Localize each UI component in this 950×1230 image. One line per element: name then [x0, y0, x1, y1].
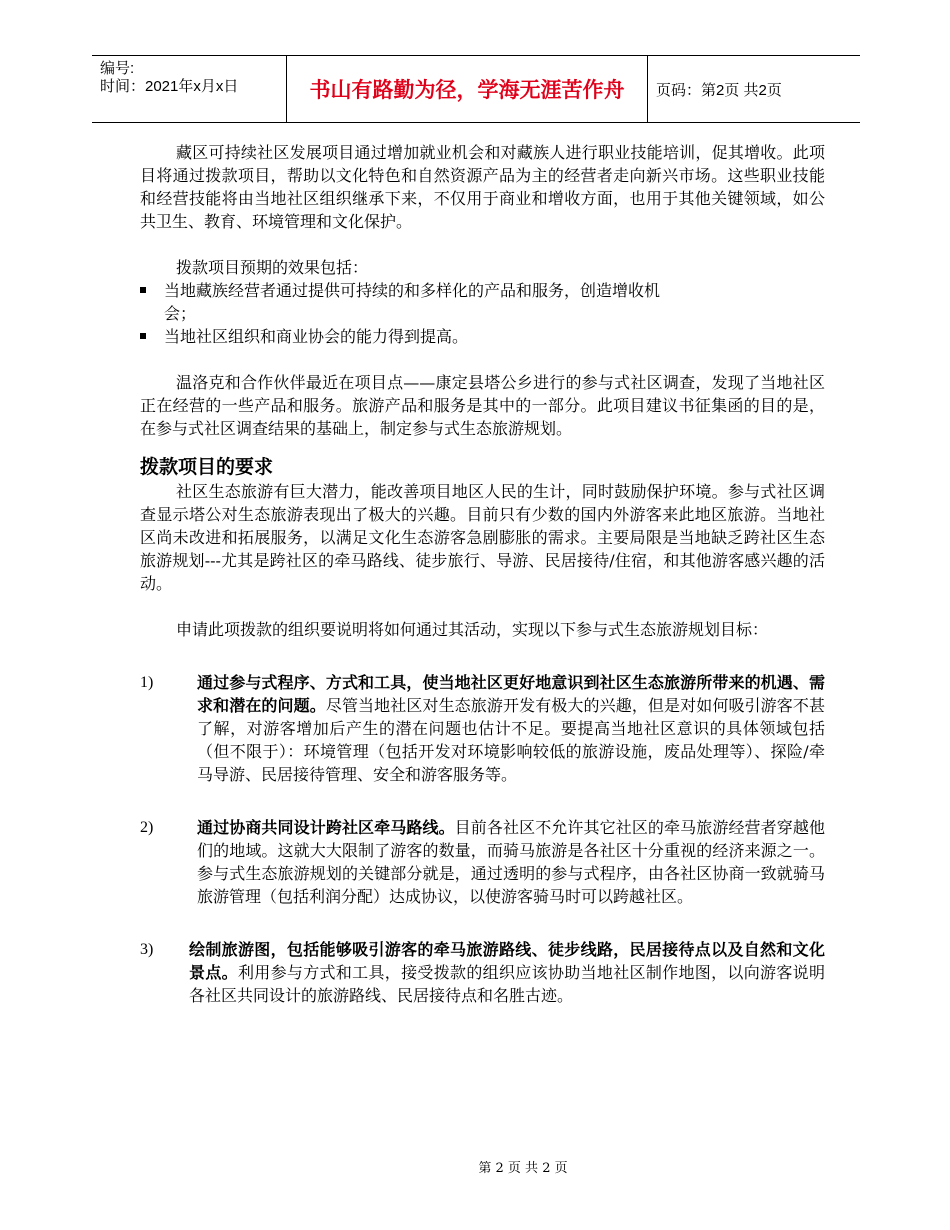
footer-page-number: 第 2 页 共 2 页	[478, 1161, 568, 1176]
effects-intro: 拨款项目预期的效果包括：	[176, 258, 369, 277]
survey-paragraph: 温洛克和合作伙伴最近在项目点——康定县塔公乡进行的参与式社区调查，发现了当地社区正在经营的一些产品和服务。旅游产品和服务是其中的一部分。此项目建议书征集函的目的是，在参与式社区调查结果的基础上，制定参与式生态旅游规划。	[140, 373, 825, 438]
goal-number: 3)	[140, 941, 154, 958]
goal-item	[140, 938, 825, 1007]
goal-number: 2)	[140, 819, 154, 836]
header-motto: 书山有路勤为径，学海无涯苦作舟	[286, 56, 648, 122]
page-footer	[0, 1157, 950, 1176]
requirements-paragraph: 社区生态旅游有巨大潜力，能改善项目地区人民的生计，同时鼓励保护环境。参与式社区调查显示塔公对生态旅游表现出了极大的兴趣。目前只有少数的国内外游客来此地区旅游。当地社区尚未改进和拓展服务，以满足文化生态游客急剧膨胀的需求。主要局限是当地缺乏跨社区生态旅游规划---尤其是跨社区的牵马路线、徒步旅行、导游、民居接待/住宿，和其他游客感兴趣的活动。	[140, 482, 825, 593]
serial-label: 编号:	[100, 60, 135, 77]
goal-item	[140, 816, 825, 908]
goal-bold-text: 绘制旅游图，包括能够吸引游客的牵马旅游路线、徒步线路，民居接待点以及自然和文化景点。	[189, 940, 825, 982]
time-label: 时间：2021年x月x日	[100, 78, 239, 95]
document-body	[140, 141, 825, 1007]
header-left-cell	[92, 56, 286, 122]
requirements-heading: 拨款项目的要求	[140, 456, 274, 478]
goal-number: 1)	[140, 674, 154, 691]
effects-list	[0, 279, 825, 348]
goals-intro: 申请此项拨款的组织要说明将如何通过其活动，实现以下参与式生态旅游规划目标：	[176, 620, 769, 639]
list-item: 当地社区组织和商业协会的能力得到提高。	[0, 325, 685, 348]
goal-bold-text: 通过参与式程序、方式和工具，使当地社区更好地意识到社区生态旅游所带来的机遇、需求和潜在的问题。	[197, 673, 825, 715]
goal-text: 目前各社区不允许其它社区的牵马旅游经营者穿越他们的地域。这就大大限制了游客的数量，而骑马旅游是各社区十分重视的经济来源之一。参与式生态旅游规划的关键部分就是，通过透明的参与式程序，由各社区协商一致就骑马旅游管理（包括利润分配）达成协议，以使游客骑马时可以跨越社区。	[197, 818, 825, 906]
header-page-info: 页码：第2页 共2页	[656, 81, 782, 99]
goal-text: 尽管当地社区对生态旅游开发有极大的兴趣，但是对如何吸引游客不甚了解，对游客增加后产生的潜在问题也估计不足。要提高当地社区意识的具体领域包括（但不限于）：环境管理（包括开发对环境影响较低的旅游设施，废品处理等）、探险/牵马导游、民居接待管理、安全和游客服务等。	[197, 696, 825, 784]
intro-paragraph: 藏区可持续社区发展项目通过增加就业机会和对藏族人进行职业技能培训，促其增收。此项目将通过拨款项目，帮助以文化特色和自然资源产品为主的经营者走向新兴市场。这些职业技能和经营技能将由当地社区组织继承下来，不仅用于商业和增收方面，也用于其他关键领域，如公共卫生、教育、环境管理和文化保护。	[140, 143, 825, 231]
goal-text: 利用参与方式和工具，接受拨款的组织应该协助当地社区制作地图，以向游客说明各社区共同设计的旅游路线、民居接待点和名胜古迹。	[189, 963, 825, 1005]
bullet-square-icon	[140, 333, 146, 339]
goals-list	[140, 671, 825, 1007]
page-header	[92, 55, 860, 123]
goal-bold-text: 通过协商共同设计跨社区牵马路线。	[197, 818, 455, 837]
goal-item	[140, 671, 825, 786]
list-item: 当地藏族经营者通过提供可持续的和多样化的产品和服务，创造增收机会；	[0, 279, 685, 325]
bullet-square-icon	[140, 287, 146, 293]
